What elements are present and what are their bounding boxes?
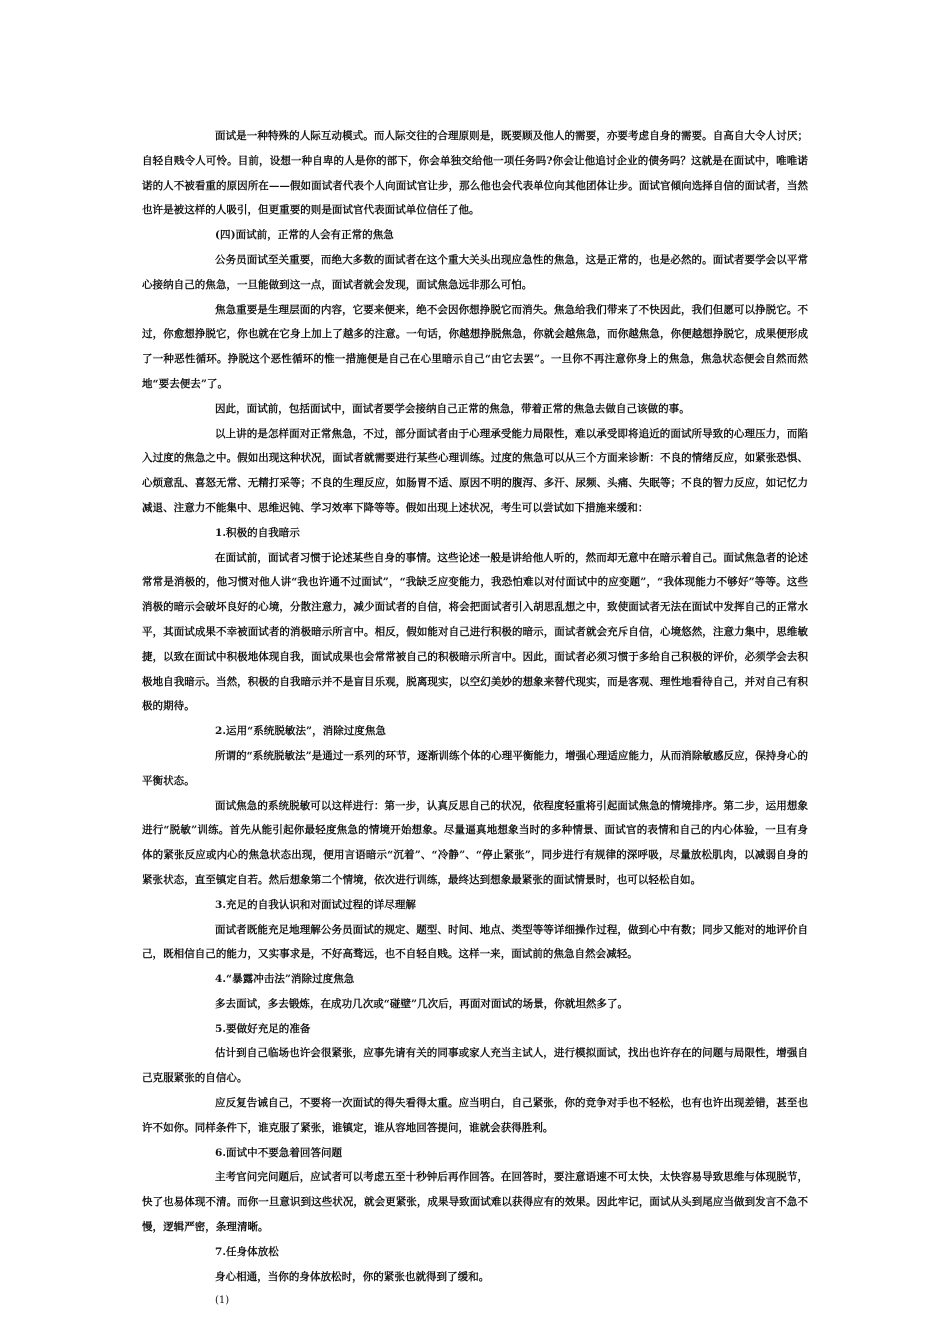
section-heading-four: (四)面试前，正常的人会有正常的焦急 xyxy=(215,229,394,242)
subheading-2: 2.运用“系统脱敏法”，消除过度焦急 xyxy=(215,725,386,738)
paragraph-exposure: 多去面试，多去锻炼，在成功几次或“碰壁”几次后，再面对面试的场景，你就坦然多了。 xyxy=(215,997,629,1010)
subheading-1: 1.积极的自我暗示 xyxy=(215,526,300,539)
paragraph-self-suggestion: 在面试前，面试者习惯于论述某些自身的事情。这些论述一般是讲给他人听的，然而却无意中在暗示着自己。面试焦急者的论述常常是消极的，他习惯对他人讲“我也许通不过面试”，“我缺乏应变能力，我恐怕难以对付面试中的应变题”，“我体现能力不够好”等等。这些消极的暗示会破坏良好的心境，分散注意力，减少面试者的自信，将会把面试者引入胡思乱想之中，致使面试者无法在面试中发挥自己的正常水平，其面试成果不幸被面试者的消极暗示所言中。相反，假如能对自己进行积极的暗示，面试者就会充斥自信，心境悠然，注意力集中，思维敏捷，以致在面试中积极地体现自我，面试成果也会常常被自己的积极暗示所言中。因此，面试者必须习惯于多给自己积极的评价，必须学会去积极地自我暗示。当然，积极的自我暗示并不是盲目乐观，脱离现实，以空幻美妙的想象来替代现实，而是客观、理性地看待自己，并对自己有积极的期待。 xyxy=(142,551,808,713)
paragraph-relax: 身心相通，当你的身体放松时，你的紧张也就得到了缓和。 xyxy=(215,1270,490,1283)
paragraph-excessive-anxiety: 以上讲的是怎样面对正常焦急，不过，部分面试者由于心理承受能力局限性，难以承受即将追近的面试所导致的心理压力，而陷入过度的焦急之中。假如出现这种状况，面试者就需要进行某些心理训练。过度的焦急可以从三个方面来诊断：不良的情绪反应，如紧张恐惧、心烦意乱、喜怒无常、无精打采等；不良的生理反应，如肠胃不适、原因不明的腹泻、多汗、尿频、头痛、失眠等；不良的智力反应，如记忆力减退、注意力不能集中、思维迟钝、学习效率下降等等。假如出现上述状况，考生可以尝试如下措施来缓和： xyxy=(142,427,808,514)
paragraph-self-confidence: 面试是一种特殊的人际互动模式。而人际交往的合理原则是，既要顾及他人的需要，亦要考虑自身的需要。自高自大令人讨厌；自轻自贱令人可怜。目前，设想一种自卑的人是你的部下，你会单独交给他一项任务吗?你会让他追讨企业的债务吗？这就是在面试中，唯唯诺诺的人不被看重的原因所在——假如面试者代表个人向面试官让步，那么他也会代表单位向其他团体让步。面试官倾向选择自信的面试者，当然也许是被这样的人吸引，但更重要的则是面试官代表面试单位信任了他。 xyxy=(142,130,808,217)
subheading-4: 4.“暴露冲击法”消除过度焦急 xyxy=(215,973,355,986)
paragraph-self-knowledge: 面试者既能充足地理解公务员面试的规定、题型、时间、地点、类型等等详细操作过程，做到心中有数；同步又能对的地评价自己，既相信自己的能力，又实事求是，不好高骛远，也不自轻自贱。这样一来，面试前的焦急自然会减轻。 xyxy=(142,923,808,961)
paragraph-accept-anxiety: 因此，面试前，包括面试中，面试者要学会接纳自己正常的焦急，带着正常的焦急去做自己该做的事。 xyxy=(215,402,690,415)
paragraph-self-reminder: 应反复告诫自己，不要将一次面试的得失看得太重。应当明白，自己紧张，你的竞争对手也不轻松，也有也许出现差错，甚至也许不如你。同样条件下，谁克服了紧张，谁镇定，谁从容地回答提问，谁就会获得胜利。 xyxy=(142,1097,808,1134)
subheading-7: 7.任身体放松 xyxy=(215,1245,279,1258)
paragraph-desensitization-steps: 面试焦急的系统脱敏可以这样进行：第一步，认真反思自己的状况，依程度轻重将引起面试焦急的情境排序。第二步，运用想象进行“脱敏”训练。首先从能引起你最轻度焦急的情境开始想象。尽量逼真地想象当时的多种情景、面试官的表情和自己的内心体验，一旦有身体的紧张反应或内心的焦急状态出现，便用言语暗示“沉着”、“冷静”、“停止紧张”，同步进行有规律的深呼吸，尽量放松肌肉，以减弱自身的紧张状态，直至镇定自若。然后想象第二个情境，依次进行训练，最终达到想象最紧张的面试情景时，也可以轻松自如。 xyxy=(142,799,808,886)
paragraph-normal-anxiety: 公务员面试至关重要，而绝大多数的面试者在这个重大关头出现应急性的焦急，这是正常的，也是必然的。面试者要学会以平常心接纳自己的焦急，一旦能做到这一点，面试者就会发现，面试焦急远非那么可怕。 xyxy=(142,253,808,291)
subheading-3: 3.充足的自我认识和对面试过程的详尽理解 xyxy=(215,898,416,911)
subheading-6: 6.面试中不要急着回答问题 xyxy=(215,1146,343,1159)
paragraph-physiological-anxiety: 焦急重要是生理层面的内容，它要来便来，绝不会因你想挣脱它而消失。焦急给我们带来了不快因此，我们但愿可以挣脱它。不过，你愈想挣脱它，你也就在它身上加上了越多的注意。一句话，你越想挣脱焦急，你就会越焦急，而你越焦急，你便越想挣脱它，成果便形成了一种恶性循环。挣脱这个恶性循环的惟一措施便是自己在心里暗示自己“由它去罢”。一旦你不再注意你身上的焦急，焦急状态便会自然而然地“要去便去”了。 xyxy=(142,303,808,390)
paragraph-mock-interview: 估计到自己临场也许会很紧张，应事先请有关的同事或家人充当主试人，进行模拟面试，找出也许存在的问题与局限性，增强自己克服紧张的自信心。 xyxy=(142,1047,808,1085)
subheading-5: 5.要做好充足的准备 xyxy=(215,1022,311,1035)
paragraph-desensitization-definition: 所谓的“系统脱敏法”是通过一系列的环节，逐渐训练个体的心理平衡能力，增强心理适应能力，从而消除敏感反应，保持身心的平衡状态。 xyxy=(142,749,808,787)
page-number: (1) xyxy=(215,1295,230,1307)
paragraph-answer-pace: 主考官问完问题后，应试者可以考虑五至十秒钟后再作回答。在回答时，要注意语速不可太快，太快容易导致思维与体现脱节，快了也易体现不清。而你一旦意识到这些状况，就会更紧张，成果导致面试难以获得应有的效果。因此牢记，面试从头到尾应当做到发言不急不慢，逻辑严密，条理清晰。 xyxy=(142,1171,808,1234)
